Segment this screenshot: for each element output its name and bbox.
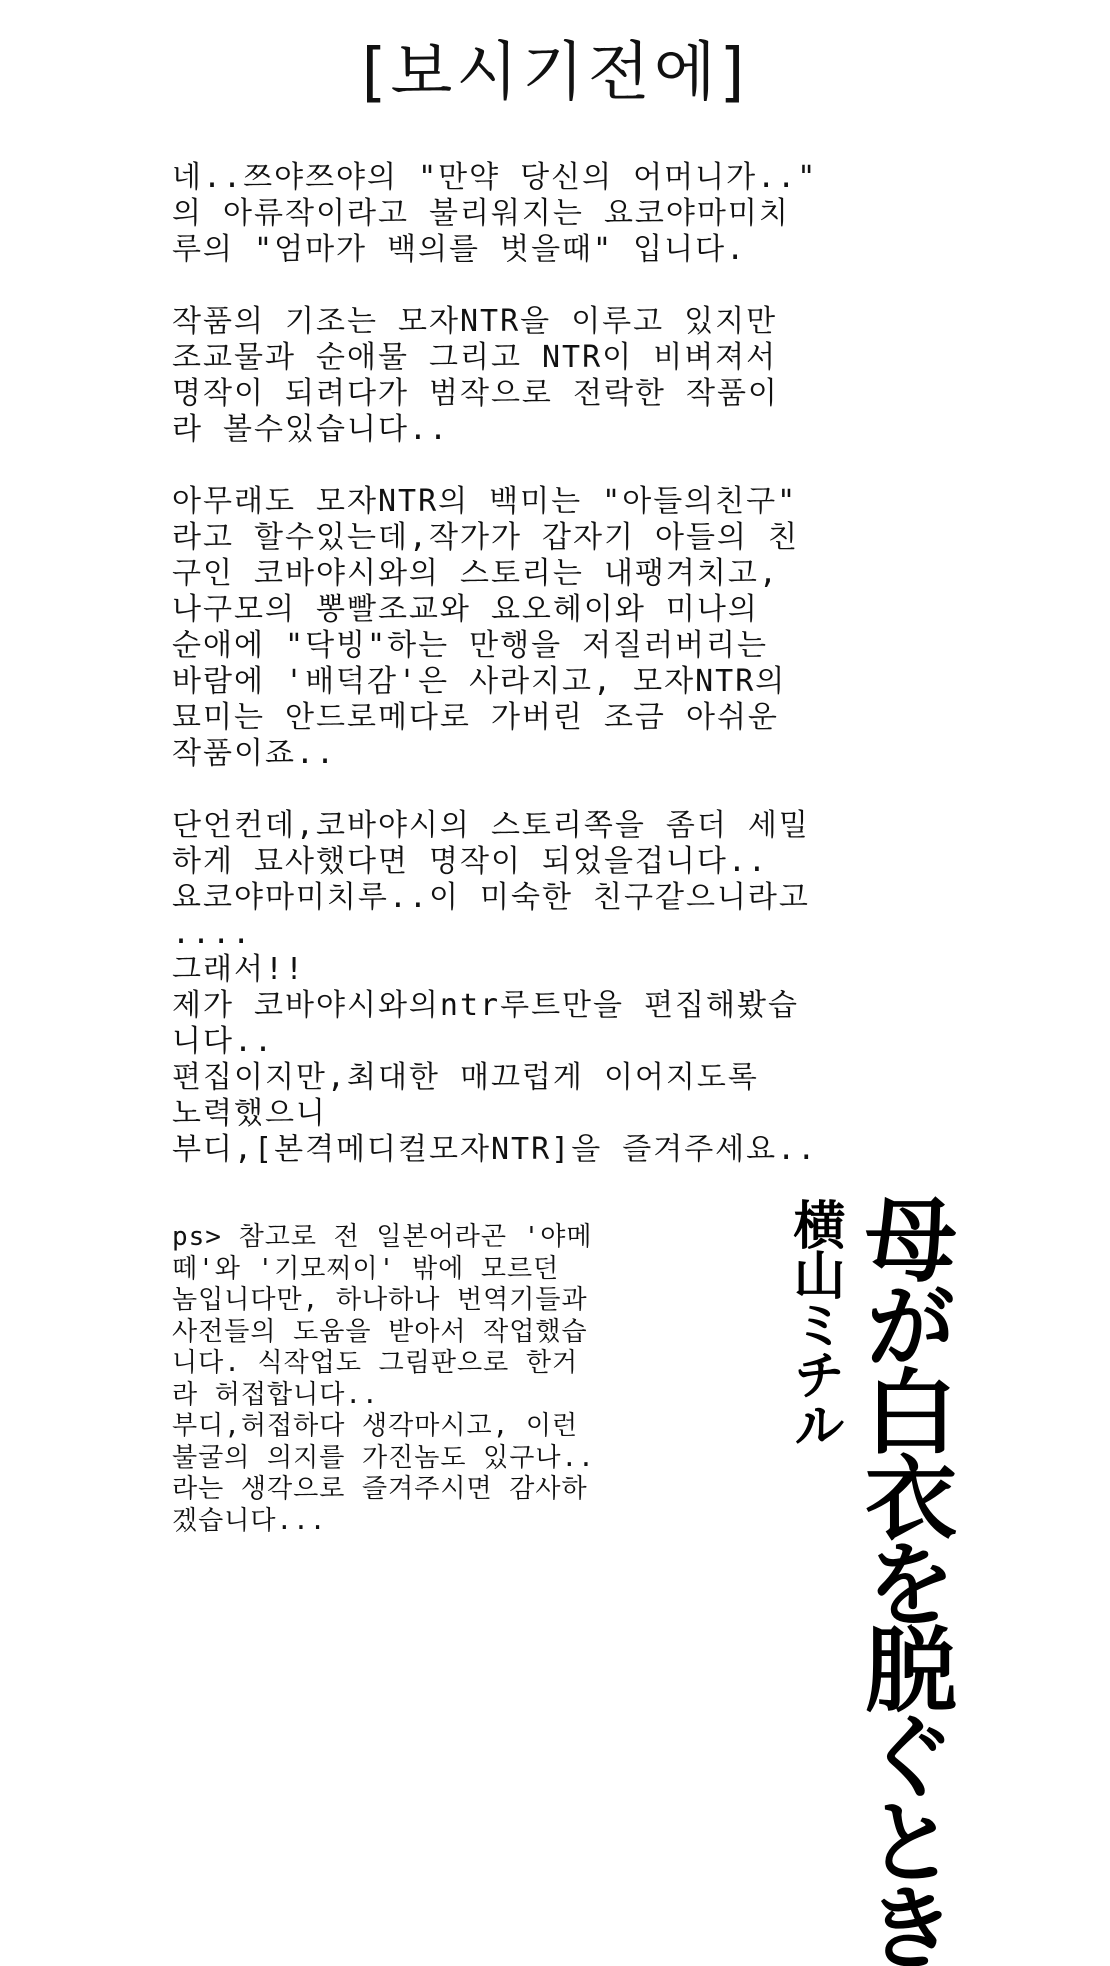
intro-text: [172, 160, 962, 1168]
text-line: ....: [172, 916, 253, 951]
book-title: 母が白衣を脱ぐとき: [850, 1192, 958, 1966]
text-line: 단언컨데,코바야시의 스토리쪽을 좀더 세밀: [172, 808, 810, 843]
ps-line: 불굴의 의지를 가진놈도 있구나..: [172, 1442, 595, 1473]
text-line: 라고 할수있는데,작가가 갑자기 아들의 친: [172, 520, 799, 555]
text-line: 노력했으니: [172, 1096, 327, 1131]
text-line: 라 볼수있습니다..: [172, 412, 450, 447]
text-line: 아무래도 모자NTR의 백미는 "아들의친구": [172, 484, 798, 519]
text-line: 명작이 되려다가 범작으로 전락한 작품이: [172, 376, 779, 411]
paragraph-gap: [172, 268, 962, 304]
text-line: 순애에 "닥빙"하는 만행을 저질러버리는: [172, 628, 768, 663]
ps-line: 니다. 식작업도 그림판으로 한거: [172, 1348, 579, 1378]
ps-line: 부디,허접하다 생각마시고, 이런: [172, 1411, 579, 1441]
text-line: 구인 코바야시와의 스토리는 내팽겨치고,: [172, 556, 779, 591]
paragraph-gap: [172, 448, 962, 484]
text-line: 작품의 기조는 모자NTR을 이루고 있지만: [172, 304, 778, 339]
book-title-block: [700, 1192, 1100, 1966]
text-line: 편집이지만,최대한 매끄럽게 이어지도록: [172, 1060, 759, 1095]
text-line: 바람에 '배덕감'은 사라지고, 모자NTR의: [172, 664, 787, 699]
ps-line: ps> 참고로 전 일본어라곤 '야메: [172, 1222, 593, 1252]
text-line: 나구모의 뽕빨조교와 요오헤이와 미나의: [172, 592, 759, 627]
text-line: 작품이죠..: [172, 736, 337, 771]
text-line: 조교물과 순애물 그리고 NTR이 비벼져서: [172, 340, 778, 375]
ps-line: 사전들의 도움을 받아서 작업했습: [172, 1316, 588, 1347]
paragraph-gap: [172, 772, 962, 808]
text-line: 부디,[본격메디컬모자NTR]을 즐겨주세요..: [172, 1132, 818, 1167]
text-line: 니다..: [172, 1024, 275, 1059]
book-author: 横山ミチル: [784, 1198, 845, 1448]
ps-line: 라 허접합니다..: [172, 1379, 379, 1410]
text-line: 하게 묘사했다면 명작이 되었을겁니다..: [172, 844, 768, 879]
text-line: 네..쯔야쯔야의 "만약 당신의 어머니가..": [172, 160, 818, 195]
ps-note: [172, 1222, 692, 1537]
text-line: 제가 코바야시와의ntr루트만을 편집해봤습: [172, 988, 799, 1023]
ps-line: 겠습니다...: [172, 1505, 327, 1536]
text-line: 루의 "엄마가 백의를 벗을때" 입니다.: [172, 232, 747, 267]
text-line: 그래서!!: [172, 952, 306, 987]
ps-line: 라는 생각으로 즐겨주시면 감사하: [172, 1474, 588, 1504]
page-title: [보시기전에]: [361, 36, 749, 110]
text-line: 의 아류작이라고 불리워지는 요코야마미치: [172, 196, 790, 231]
ps-line: 떼'와 '기모찌이' 밖에 모르던: [172, 1253, 560, 1284]
text-line: 묘미는 안드로메다로 가버린 조금 아쉬운: [172, 700, 779, 735]
ps-line: 놈입니다만, 하나하나 번역기들과: [172, 1285, 588, 1315]
text-line: 요코야마미치루..이 미숙한 친구같으니라고: [172, 880, 810, 915]
